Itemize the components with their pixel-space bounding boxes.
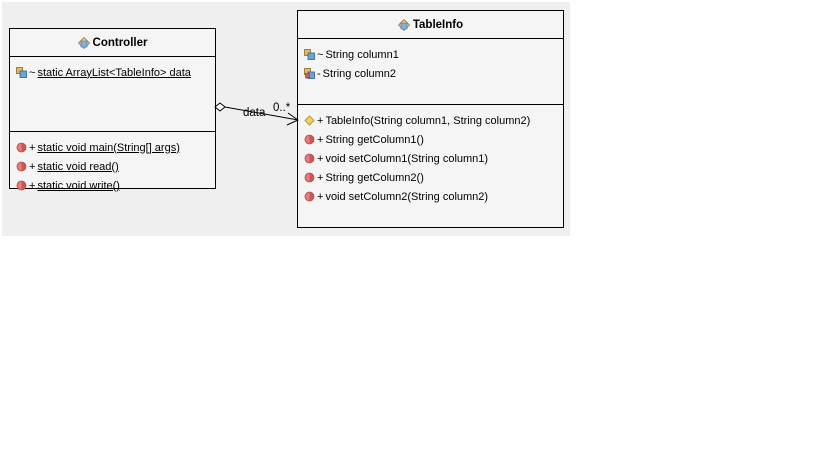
visibility-marker: + bbox=[29, 179, 36, 192]
class-name: TableInfo bbox=[412, 18, 464, 31]
operation-text: String getColumn2() bbox=[325, 171, 424, 184]
visibility-marker: + bbox=[317, 133, 324, 146]
attribute-text: static ArrayList<TableInfo> data bbox=[37, 66, 191, 79]
attribute-text: String column2 bbox=[322, 67, 397, 80]
visibility-marker: + bbox=[29, 141, 36, 154]
visibility-marker: + bbox=[29, 160, 36, 173]
operation-text: TableInfo(String column1, String column2) bbox=[325, 114, 531, 127]
operation-text: void setColumn1(String column1) bbox=[325, 152, 489, 165]
operation-text: static void read() bbox=[37, 160, 119, 173]
visibility-marker: + bbox=[317, 114, 324, 127]
operation-text: static void main(String[] args) bbox=[37, 141, 180, 154]
visibility-marker: - bbox=[317, 67, 321, 80]
attribute-text: String column1 bbox=[325, 48, 399, 61]
visibility-marker: + bbox=[317, 152, 324, 165]
visibility-marker: ~ bbox=[29, 66, 36, 79]
visibility-marker: + bbox=[317, 171, 324, 184]
operation-text: static void write() bbox=[37, 179, 120, 192]
visibility-marker: + bbox=[317, 190, 324, 203]
operation-text: String getColumn1() bbox=[325, 133, 424, 146]
operation-text: void setColumn2(String column2) bbox=[325, 190, 489, 203]
class-name: Controller bbox=[92, 36, 148, 49]
association-multiplicity-label: 0..* bbox=[273, 102, 291, 114]
visibility-marker: ~ bbox=[317, 48, 324, 61]
aggregation-diamond-icon bbox=[215, 103, 225, 111]
association-role-label: data bbox=[243, 107, 266, 119]
